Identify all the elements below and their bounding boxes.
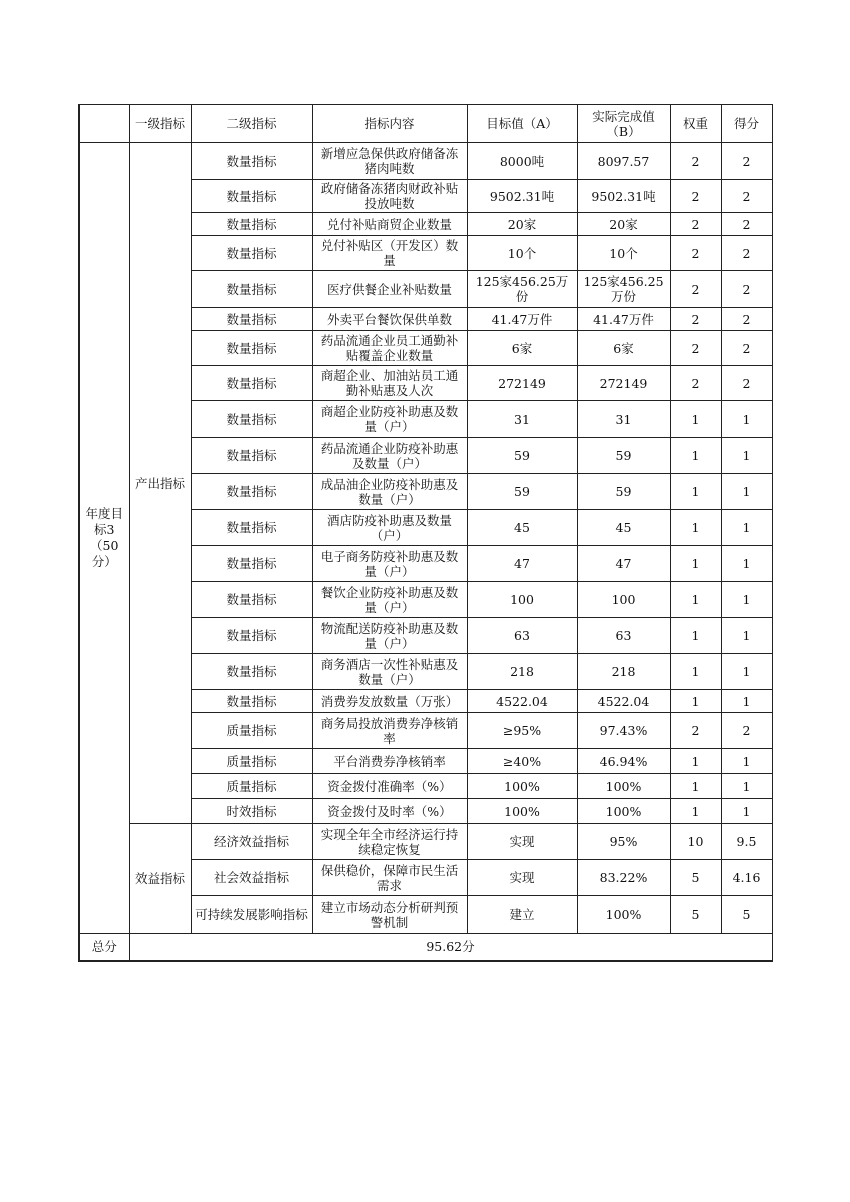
score-cell: 1	[721, 401, 772, 438]
content-cell: 政府储备冻猪肉财政补贴投放吨数	[312, 180, 467, 213]
content-cell: 电子商务防疫补助惠及数量（户）	[312, 546, 467, 582]
weight-cell: 5	[670, 896, 721, 934]
level2-cell: 数量指标	[191, 654, 312, 690]
total-value: 95.62分	[129, 934, 772, 961]
score-cell: 1	[721, 690, 772, 713]
score-cell: 2	[721, 308, 772, 331]
score-cell: 1	[721, 546, 772, 582]
actual-cell: 218	[577, 654, 670, 690]
header-row	[79, 105, 772, 143]
table-row	[79, 824, 772, 860]
score-cell: 1	[721, 582, 772, 618]
target-cell: 41.47万件	[467, 308, 577, 331]
level2-cell: 可持续发展影响指标	[191, 896, 312, 934]
level2-cell: 数量指标	[191, 510, 312, 546]
actual-cell: 4522.04	[577, 690, 670, 713]
level2-cell: 数量指标	[191, 143, 312, 180]
score-cell: 2	[721, 180, 772, 213]
target-cell: 6家	[467, 331, 577, 366]
score-cell: 2	[721, 331, 772, 366]
content-cell: 商超企业防疫补助惠及数量（户）	[312, 401, 467, 438]
content-cell: 商务酒店一次性补贴惠及数量（户）	[312, 654, 467, 690]
target-cell: 实现	[467, 860, 577, 896]
actual-cell: 59	[577, 438, 670, 474]
score-cell: 5	[721, 896, 772, 934]
actual-cell: 97.43%	[577, 713, 670, 749]
level2-cell: 数量指标	[191, 474, 312, 510]
weight-cell: 10	[670, 824, 721, 860]
target-cell: 63	[467, 618, 577, 654]
target-cell: 272149	[467, 366, 577, 401]
level2-cell: 数量指标	[191, 271, 312, 308]
header-score: 得分	[721, 105, 772, 143]
target-cell: 100	[467, 582, 577, 618]
level2-cell: 数量指标	[191, 618, 312, 654]
target-cell: 9502.31吨	[467, 180, 577, 213]
actual-cell: 100	[577, 582, 670, 618]
score-cell: 1	[721, 749, 772, 774]
weight-cell: 1	[670, 546, 721, 582]
actual-cell: 20家	[577, 213, 670, 236]
target-cell: 218	[467, 654, 577, 690]
target-cell: 4522.04	[467, 690, 577, 713]
actual-cell: 125家456.25万份	[577, 271, 670, 308]
weight-cell: 1	[670, 510, 721, 546]
target-cell: 100%	[467, 799, 577, 824]
weight-cell: 2	[670, 236, 721, 271]
content-cell: 消费券发放数量（万张）	[312, 690, 467, 713]
actual-cell: 63	[577, 618, 670, 654]
score-cell: 1	[721, 618, 772, 654]
weight-cell: 5	[670, 860, 721, 896]
weight-cell: 2	[670, 143, 721, 180]
actual-cell: 8097.57	[577, 143, 670, 180]
weight-cell: 1	[670, 582, 721, 618]
header-level2: 二级指标	[191, 105, 312, 143]
level2-cell: 数量指标	[191, 308, 312, 331]
level2-cell: 数量指标	[191, 331, 312, 366]
content-cell: 资金拨付及时率（%）	[312, 799, 467, 824]
content-cell: 兑付补贴区（开发区）数量	[312, 236, 467, 271]
header-weight: 权重	[670, 105, 721, 143]
header-level1: 一级指标	[129, 105, 191, 143]
target-cell: 31	[467, 401, 577, 438]
content-cell: 物流配送防疫补助惠及数量（户）	[312, 618, 467, 654]
content-cell: 酒店防疫补助惠及数量（户）	[312, 510, 467, 546]
weight-cell: 2	[670, 213, 721, 236]
level2-cell: 数量指标	[191, 690, 312, 713]
level2-cell: 数量指标	[191, 236, 312, 271]
header-actual: 实际完成值（B）	[577, 105, 670, 143]
total-row	[79, 934, 772, 961]
level1-cell: 产出指标	[129, 143, 191, 824]
target-cell: 45	[467, 510, 577, 546]
level2-cell: 数量指标	[191, 401, 312, 438]
level2-cell: 数量指标	[191, 546, 312, 582]
level2-cell: 质量指标	[191, 749, 312, 774]
performance-table	[78, 104, 773, 962]
target-cell: 20家	[467, 213, 577, 236]
header-content: 指标内容	[312, 105, 467, 143]
content-cell: 餐饮企业防疫补助惠及数量（户）	[312, 582, 467, 618]
level2-cell: 质量指标	[191, 774, 312, 799]
actual-cell: 95%	[577, 824, 670, 860]
weight-cell: 1	[670, 438, 721, 474]
weight-cell: 1	[670, 799, 721, 824]
level2-cell: 数量指标	[191, 180, 312, 213]
content-cell: 实现全年全市经济运行持续稳定恢复	[312, 824, 467, 860]
actual-cell: 83.22%	[577, 860, 670, 896]
level2-cell: 数量指标	[191, 213, 312, 236]
weight-cell: 1	[670, 690, 721, 713]
content-cell: 药品流通企业员工通勤补贴覆盖企业数量	[312, 331, 467, 366]
header-year	[79, 105, 129, 143]
actual-cell: 47	[577, 546, 670, 582]
header-target: 目标值（A）	[467, 105, 577, 143]
score-cell: 2	[721, 143, 772, 180]
table-row	[79, 143, 772, 180]
content-cell: 商务局投放消费券净核销率	[312, 713, 467, 749]
content-cell: 兑付补贴商贸企业数量	[312, 213, 467, 236]
score-cell: 1	[721, 510, 772, 546]
content-cell: 商超企业、加油站员工通勤补贴惠及人次	[312, 366, 467, 401]
weight-cell: 2	[670, 308, 721, 331]
level2-cell: 时效指标	[191, 799, 312, 824]
level2-cell: 数量指标	[191, 366, 312, 401]
actual-cell: 46.94%	[577, 749, 670, 774]
score-cell: 2	[721, 236, 772, 271]
target-cell: 59	[467, 474, 577, 510]
actual-cell: 59	[577, 474, 670, 510]
total-label: 总分	[79, 934, 129, 961]
target-cell: ≥40%	[467, 749, 577, 774]
score-cell: 1	[721, 774, 772, 799]
content-cell: 保供稳价，保障市民生活需求	[312, 860, 467, 896]
weight-cell: 1	[670, 654, 721, 690]
weight-cell: 1	[670, 474, 721, 510]
content-cell: 建立市场动态分析研判预警机制	[312, 896, 467, 934]
content-cell: 资金拨付准确率（%）	[312, 774, 467, 799]
score-cell: 1	[721, 654, 772, 690]
actual-cell: 100%	[577, 799, 670, 824]
target-cell: 125家456.25万份	[467, 271, 577, 308]
target-cell: 59	[467, 438, 577, 474]
score-cell: 4.16	[721, 860, 772, 896]
weight-cell: 2	[670, 713, 721, 749]
weight-cell: 2	[670, 366, 721, 401]
content-cell: 药品流通企业防疫补助惠及数量（户）	[312, 438, 467, 474]
weight-cell: 1	[670, 774, 721, 799]
actual-cell: 100%	[577, 896, 670, 934]
actual-cell: 100%	[577, 774, 670, 799]
level2-cell: 数量指标	[191, 438, 312, 474]
score-cell: 2	[721, 213, 772, 236]
level2-cell: 经济效益指标	[191, 824, 312, 860]
target-cell: 建立	[467, 896, 577, 934]
content-cell: 平台消费券净核销率	[312, 749, 467, 774]
actual-cell: 45	[577, 510, 670, 546]
actual-cell: 41.47万件	[577, 308, 670, 331]
score-cell: 2	[721, 271, 772, 308]
weight-cell: 2	[670, 271, 721, 308]
content-cell: 外卖平台餐饮保供单数	[312, 308, 467, 331]
target-cell: 实现	[467, 824, 577, 860]
level2-cell: 社会效益指标	[191, 860, 312, 896]
actual-cell: 31	[577, 401, 670, 438]
actual-cell: 10个	[577, 236, 670, 271]
score-cell: 1	[721, 474, 772, 510]
content-cell: 医疗供餐企业补贴数量	[312, 271, 467, 308]
target-cell: 10个	[467, 236, 577, 271]
weight-cell: 1	[670, 401, 721, 438]
score-cell: 9.5	[721, 824, 772, 860]
target-cell: ≥95%	[467, 713, 577, 749]
weight-cell: 2	[670, 180, 721, 213]
year-target-cell: 年度目标3（50分）	[79, 143, 129, 934]
score-cell: 1	[721, 799, 772, 824]
score-cell: 2	[721, 366, 772, 401]
actual-cell: 9502.31吨	[577, 180, 670, 213]
content-cell: 成品油企业防疫补助惠及数量（户）	[312, 474, 467, 510]
weight-cell: 1	[670, 618, 721, 654]
level1-cell: 效益指标	[129, 824, 191, 934]
actual-cell: 272149	[577, 366, 670, 401]
content-cell: 新增应急保供政府储备冻猪肉吨数	[312, 143, 467, 180]
level2-cell: 质量指标	[191, 713, 312, 749]
target-cell: 100%	[467, 774, 577, 799]
score-cell: 2	[721, 713, 772, 749]
level2-cell: 数量指标	[191, 582, 312, 618]
actual-cell: 6家	[577, 331, 670, 366]
score-cell: 1	[721, 438, 772, 474]
target-cell: 8000吨	[467, 143, 577, 180]
weight-cell: 1	[670, 749, 721, 774]
weight-cell: 2	[670, 331, 721, 366]
target-cell: 47	[467, 546, 577, 582]
